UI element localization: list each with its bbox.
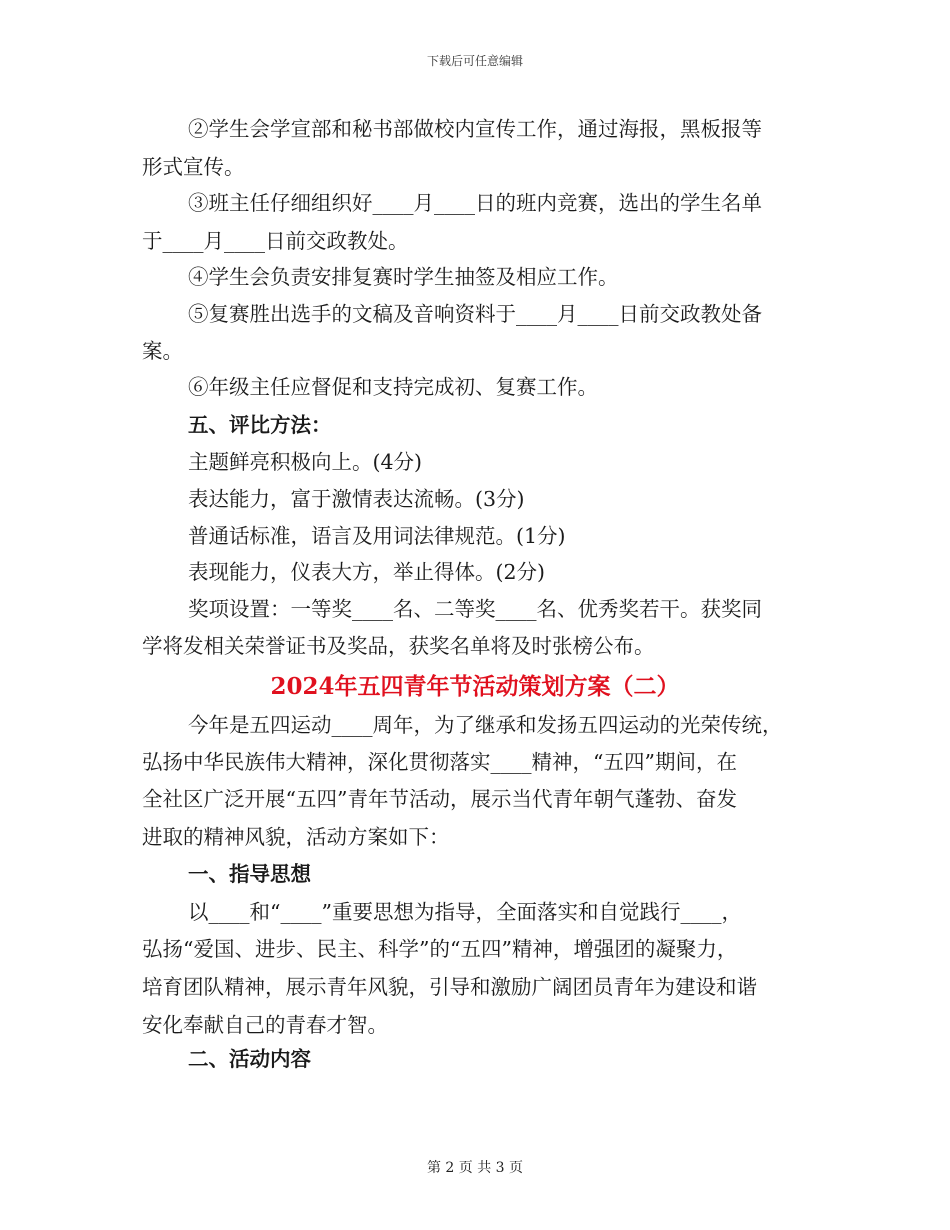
criteria-item: 普通话标准，语言及用词法律规范。(1分) [188, 524, 566, 548]
paragraph-line: 安化奉献自己的青春才智。 [142, 1013, 388, 1037]
paragraph-line: 弘扬“爱国、进步、民主、科学”的“五四”精神，增强团的凝聚力， [142, 937, 738, 961]
paragraph-line: 全社区广泛开展“五四”青年节活动，展示当代青年朝气蓬勃、奋发 [142, 787, 737, 811]
paragraph-line: 进取的精神风貌，活动方案如下： [142, 825, 450, 849]
criteria-item: 表现能力，仪表大方，举止得体。(2分) [188, 560, 546, 584]
page-footer: 第 2 页 共 3 页 [426, 1160, 524, 1176]
list-item: ③班主任仔细组织好____月____日的班内竞赛，选出的学生名单 [188, 191, 762, 215]
paragraph-line: 弘扬中华民族伟大精神，深化贯彻落实____精神，“五四”期间，在 [142, 750, 737, 774]
criteria-item: 主题鲜亮积极向上。(4分) [188, 450, 423, 474]
document-title: 2024年五四青年节活动策划方案（二） [270, 673, 680, 700]
paragraph-line: 培育团队精神，展示青年风貌，引导和激励广阔团员青年为建设和谐 [142, 975, 757, 999]
list-item: ②学生会学宣部和秘书部做校内宣传工作，通过海报，黑板报等 [188, 117, 762, 141]
paragraph-line: 案。 [142, 339, 183, 363]
paragraph-line: 于____月____日前交政教处。 [142, 229, 409, 253]
paragraph-line: 形式宣传。 [142, 155, 245, 179]
section-heading: 一、指导思想 [188, 862, 311, 886]
paragraph-line: 今年是五四运动____周年，为了继承和发扬五四运动的光荣传统， [188, 713, 783, 737]
section-heading: 五、评比方法： [188, 413, 332, 437]
page-header: 下载后可任意编辑 [426, 54, 523, 68]
list-item: ⑥年级主任应督促和支持完成初、复赛工作。 [188, 375, 598, 399]
paragraph-line: 以____和“____”重要思想为指导，全面落实和自觉践行____， [188, 900, 742, 924]
list-item: ⑤复赛胜出选手的文稿及音响资料于____月____日前交政教处备 [188, 302, 762, 326]
list-item: ④学生会负责安排复赛时学生抽签及相应工作。 [188, 265, 619, 289]
criteria-item: 表达能力，富于激情表达流畅。(3分) [188, 487, 525, 511]
paragraph-line: 奖项设置：一等奖____名、二等奖____名、优秀奖若干。获奖同 [188, 597, 762, 621]
paragraph-line: 学将发相关荣誉证书及奖品，获奖名单将及时张榜公布。 [142, 634, 655, 658]
section-heading: 二、活动内容 [188, 1047, 311, 1071]
